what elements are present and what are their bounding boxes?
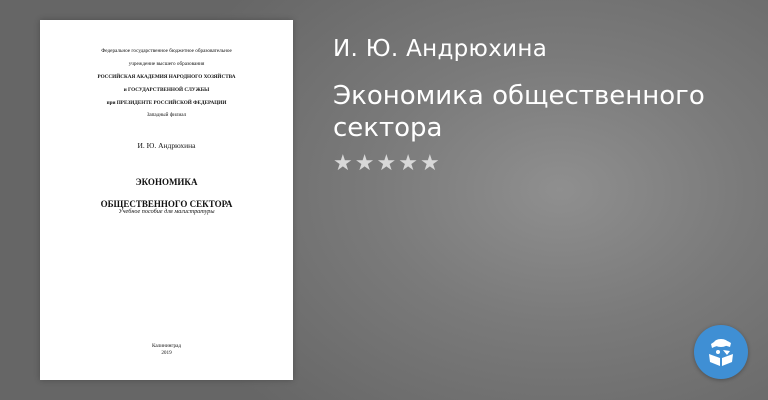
- book-cover: [40, 20, 293, 380]
- cover-org-line: Федеральное государственное бюджетное образовательное: [101, 48, 232, 55]
- cover-publisher-block: [40, 42, 293, 125]
- star-icon: ★: [419, 151, 440, 176]
- cover-title-line: ОБЩЕСТВЕННОГО СЕКТОРА: [100, 199, 233, 209]
- cover-title-line: ЭКОНОМИКА: [135, 177, 198, 187]
- star-icon: ★: [398, 151, 418, 176]
- star-icon: ★: [376, 151, 397, 176]
- cover-org-line: Западный филиал: [146, 112, 187, 119]
- cover-org-line: и ГОСУДАРСТВЕННОЙ СЛУЖБЫ: [123, 86, 210, 93]
- star-icon: ★: [354, 151, 375, 176]
- cover-subtitle: Учебное пособие для магистратуры: [118, 208, 215, 215]
- cover-org-line: РОССИЙСКАЯ АКАДЕМИЯ НАРОДНОГО ХОЗЯЙСТВА: [97, 74, 236, 81]
- cover-city: Калининград: [151, 343, 182, 349]
- rating-stars: [333, 153, 440, 175]
- cover-org-line: учреждение высшего образования: [128, 61, 205, 68]
- book-author[interactable]: И. Ю. Андрюхина: [333, 36, 548, 62]
- reader-mascot-badge[interactable]: [694, 325, 748, 379]
- cover-org-line: при ПРЕЗИДЕНТЕ РОССИЙСКОЙ ФЕДЕРАЦИИ: [106, 99, 227, 106]
- star-icon: ★: [333, 151, 353, 176]
- book-title[interactable]: Экономика общественного сектора: [333, 81, 705, 143]
- cover-year: 2019: [161, 350, 172, 356]
- reader-mascot-icon: [703, 334, 739, 370]
- cover-author: И. Ю. Андрюхина: [137, 141, 196, 150]
